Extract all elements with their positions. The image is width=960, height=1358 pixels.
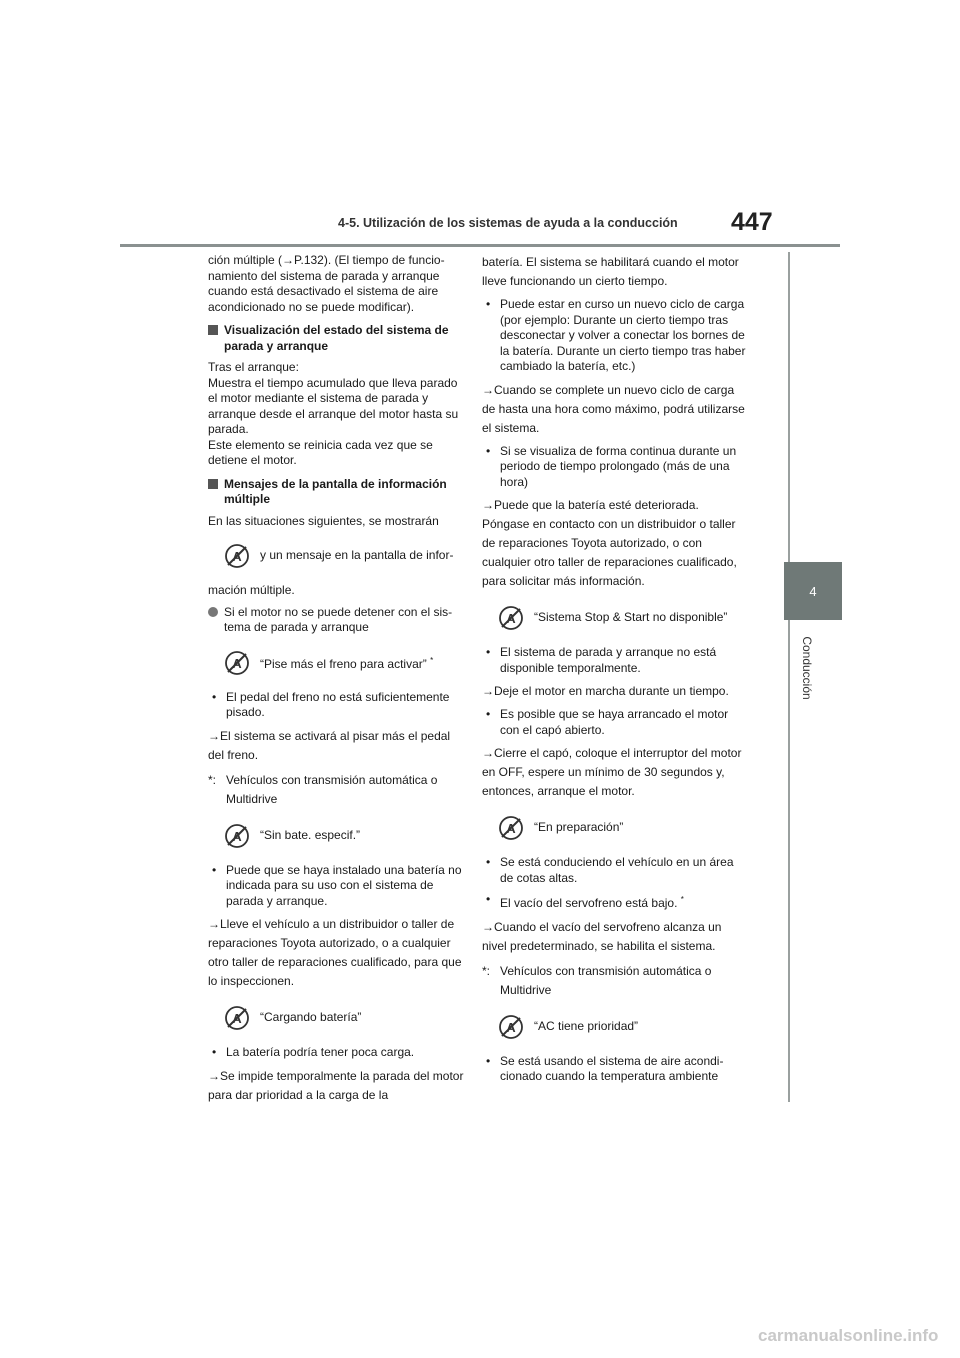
list-item-text: El pedal del freno no está suficientemente pisado. <box>226 689 450 719</box>
indicator-message <box>498 815 748 841</box>
chapter-tab: 4 <box>784 562 842 620</box>
intro-paragraph: ción múltiple (→P.132). (El tiempo de funcionamiento del sistema de parada y arranque cuando está desactivado el sistema de aire acondicionado no se puede modificar). <box>208 253 445 314</box>
square-bullet-icon <box>208 479 218 489</box>
footnote-text: Vehículos con transmisión automática o Multidrive <box>226 772 438 806</box>
bullet-mark: • <box>486 1053 491 1068</box>
message-text: “Pise más el freno para activar” <box>260 656 427 671</box>
list-item-text: Se está usando el sistema de aire acondicionado cuando la temperatura ambiente <box>500 1053 724 1083</box>
stop-start-off-icon <box>224 823 250 849</box>
action-text: →Cierre el capó, coloque el interruptor del motor en OFF, espere un mínimo de 30 segundos y, entonces, arranque el motor. <box>482 746 742 798</box>
list-item <box>482 297 748 375</box>
action-text: →Lleve el vehículo a un distribuidor o taller de reparaciones Toyota autorizado, o a cualquier otro taller de reparaciones cualificado, para que lo inspeccionen. <box>208 917 462 988</box>
list-item-text: El vacío del servofreno está bajo. <box>500 896 678 910</box>
subsection-heading <box>208 605 466 636</box>
paragraph: mación múltiple. <box>208 583 295 597</box>
message-text: “En preparación” <box>534 820 624 835</box>
list-item <box>482 645 748 676</box>
indicator-message <box>224 650 466 676</box>
bullet-mark: • <box>212 1045 217 1059</box>
footnote <box>482 962 748 1000</box>
bullet-mark: • <box>212 689 217 704</box>
stop-start-off-icon <box>224 650 250 676</box>
action-text: →El sistema se activará al pisar más el pedal del freno. <box>208 728 451 762</box>
footnote-mark: * <box>680 895 684 904</box>
list-item <box>482 855 748 886</box>
bullet-mark: • <box>486 707 491 721</box>
footnote-text: Vehículos con transmisión automática o Multidrive <box>500 963 712 997</box>
footnote-mark: *: <box>208 772 217 787</box>
message-text: y un mensaje en la pantalla de infor- <box>260 548 454 563</box>
footnote-mark: * <box>430 655 434 665</box>
paragraph: Tras el arranque: <box>208 360 299 374</box>
list-item-text: Se está conduciendo el vehículo en un área de cotas altas. <box>500 855 734 885</box>
bullet-mark: • <box>486 892 491 906</box>
chapter-label: Conducción <box>800 636 814 700</box>
list-item-text: Puede estar en curso un nuevo ciclo de carga (por ejemplo: Durante un cierto tiempo tras desconectar y volver a conectar los bornes de la batería. Durante un cierto tiempo tras haber cambiado la batería, etc.) <box>500 297 746 373</box>
action-text: →Se impide temporalmente la parada del motor para dar prioridad a la carga de la <box>208 1068 464 1102</box>
stop-start-off-icon <box>498 605 524 631</box>
list-item-text: Es posible que se haya arrancado el motor con el capó abierto. <box>500 707 729 737</box>
bullet-mark: • <box>486 297 491 311</box>
section-heading <box>208 477 466 508</box>
stop-start-off-icon <box>498 815 524 841</box>
watermark: carmanualsonline.info <box>758 1326 939 1345</box>
section-heading-text: Visualización del estado del sistema de parada y arranque <box>224 323 449 353</box>
circle-bullet-icon <box>208 607 218 617</box>
paragraph: batería. El sistema se habilitará cuando el motor lleve funcionando un cierto tiempo. <box>482 255 739 288</box>
footnote <box>208 771 466 809</box>
stop-start-off-icon <box>224 1005 250 1031</box>
section-heading <box>208 323 466 354</box>
message-text: “Cargando batería” <box>260 1010 362 1025</box>
bullet-mark: • <box>486 443 491 458</box>
message-text: “Sin bate. especif.” <box>260 827 361 842</box>
list-item-text: Si se visualiza de forma continua durante un periodo de tiempo prolongado (más de una hora) <box>500 443 737 489</box>
bullet-mark: • <box>212 862 217 877</box>
section-heading-text: Mensajes de la pantalla de información múltiple <box>224 476 447 506</box>
indicator-message <box>498 605 748 631</box>
indicator-message <box>224 1005 466 1031</box>
action-text: →Deje el motor en marcha durante un tiempo. <box>482 684 729 698</box>
stop-start-off-icon <box>224 543 250 569</box>
message-text: “AC tiene prioridad” <box>534 1018 639 1033</box>
indicator-message <box>224 543 466 569</box>
left-column <box>208 253 466 1111</box>
paragraph: En las situaciones siguientes, se mostrarán <box>208 513 439 528</box>
footnote-mark: *: <box>482 963 491 978</box>
list-item <box>208 1045 466 1061</box>
side-divider <box>788 252 790 1102</box>
stop-start-off-icon <box>498 1014 524 1040</box>
indicator-message <box>224 823 466 849</box>
action-text: →Cuando se complete un nuevo ciclo de carga de hasta una hora como máximo, podrá utilizarse el sistema. <box>482 382 745 435</box>
list-item <box>208 690 466 721</box>
list-item <box>482 892 748 912</box>
bullet-mark: • <box>486 855 491 869</box>
action-text: →Cuando el vacío del servofreno alcanza un nivel predeterminado, se habilita el sistema. <box>482 919 722 953</box>
message-text: “Sistema Stop & Start no disponible” <box>534 610 728 625</box>
list-item <box>482 444 748 491</box>
section-title: 4-5. Utilización de los sistemas de ayuda a la conducción <box>338 216 678 230</box>
square-bullet-icon <box>208 325 218 335</box>
indicator-message <box>498 1014 748 1040</box>
header-divider <box>120 244 840 247</box>
list-item <box>482 707 748 738</box>
list-item-text: El sistema de parada y arranque no está disponible temporalmente. <box>500 645 717 675</box>
right-column <box>482 253 748 1091</box>
list-item <box>208 863 466 910</box>
paragraph: Muestra el tiempo acumulado que lleva parado el motor mediante el sistema de parada y arranque desde el arranque del motor hasta su parada. <box>208 375 459 436</box>
list-item <box>482 1054 748 1085</box>
paragraph: Este elemento se reinicia cada vez que se detiene el motor. <box>208 437 433 467</box>
page-number: 447 <box>731 208 773 236</box>
subsection-heading-text: Si el motor no se puede detener con el sistema de parada y arranque <box>224 604 453 634</box>
list-item-text: La batería podría tener poca carga. <box>226 1045 415 1059</box>
list-item-text: Puede que se haya instalado una batería no indicada para su uso con el sistema de parada y arranque. <box>226 862 462 908</box>
bullet-mark: • <box>486 645 491 659</box>
action-text: →Puede que la batería esté deteriorada. Póngase en contacto con un distribuidor o taller de reparaciones Toyota autorizado, o con cualquier otro taller de reparaciones cualificado, para solicitar más información. <box>482 498 737 588</box>
